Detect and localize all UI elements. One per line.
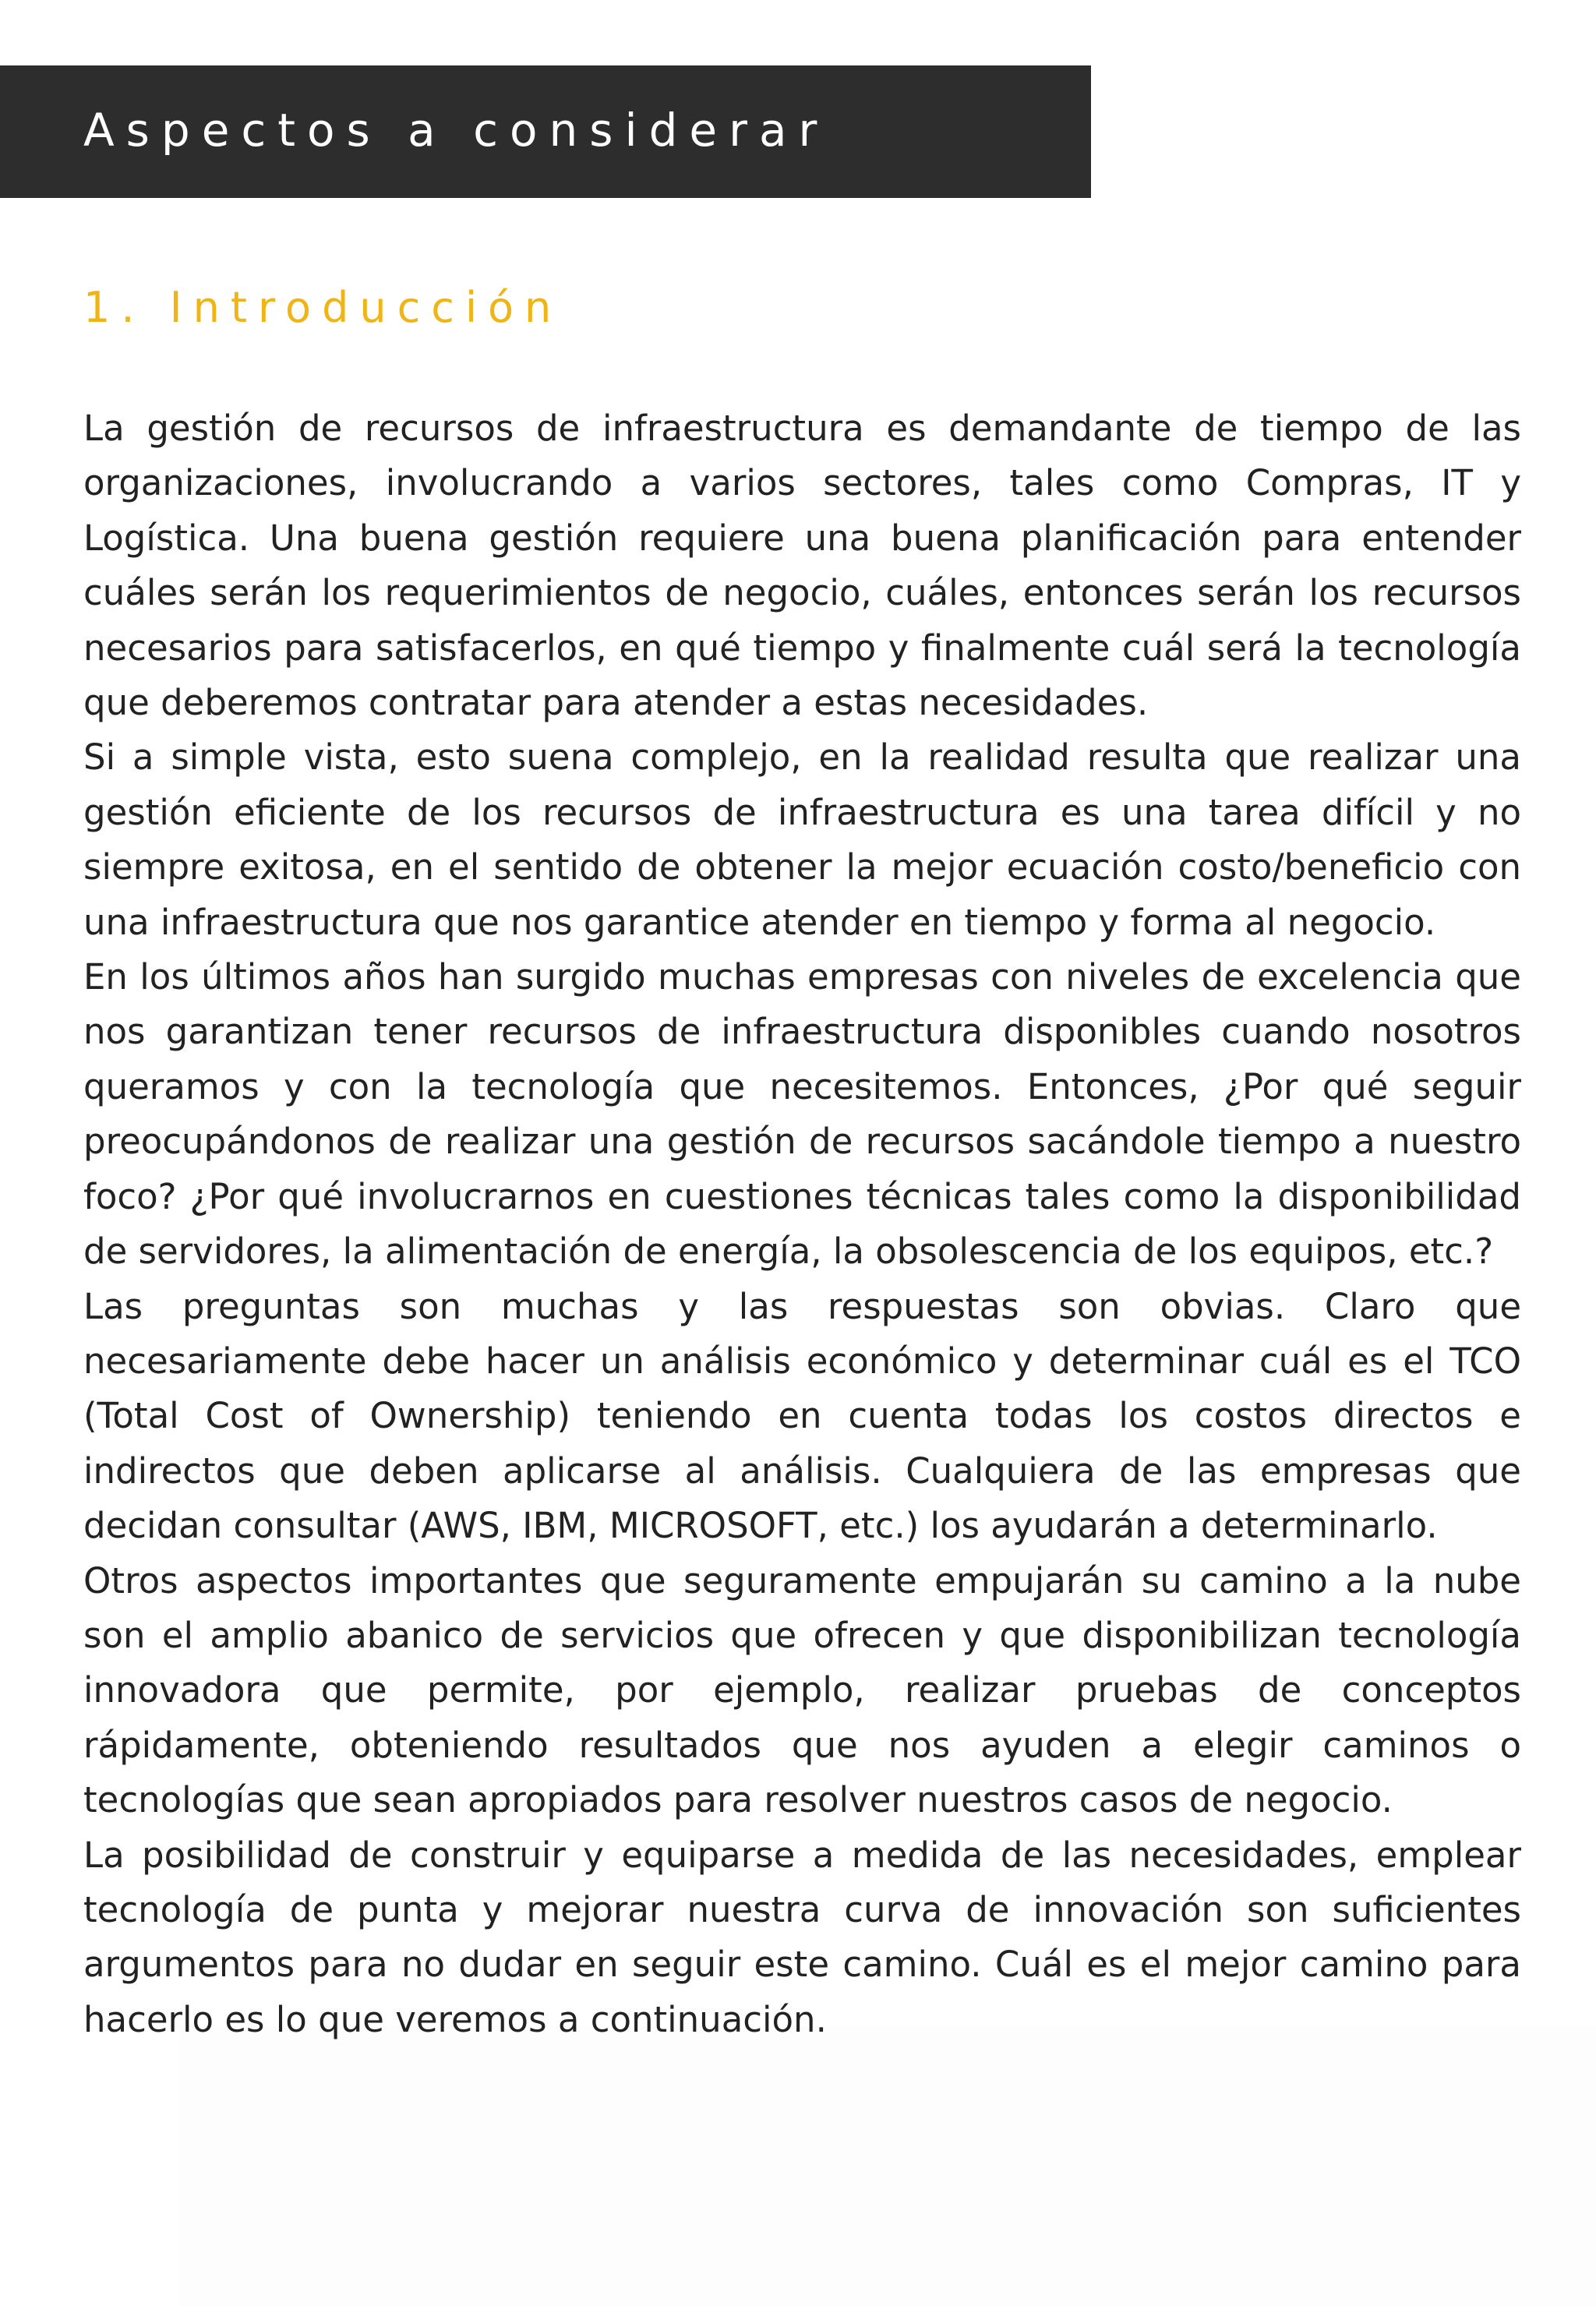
page-background	[179, 2026, 1596, 2306]
section-heading: 1. Introducción	[83, 283, 563, 332]
paragraph: En los últimos años han surgido muchas empresas con niveles de excelencia que nos garantizan tener recursos de infraestructura disponibles cuando nosotros queramos y con la tecnología que necesitemos. Entonces, ¿Por qué seguir preocupándonos de realizar una gestión de recursos sacándole tiempo a nuestro foco? ¿Por qué involucrarnos en cuestiones técnicas tales como la disponibilidad de servidores, la alimentación de energía, la obsolescencia de los equipos, etc.?	[83, 956, 1521, 1273]
page-title: Aspectos a considerar	[83, 104, 829, 157]
paragraph: Si a simple vista, esto suena complejo, en la realidad resulta que realizar una gestión eficiente de los recursos de infraestructura es una tarea difícil y no siempre exitosa, en el sentido de obtener la mejor ecuación costo/beneficio con una infraestructura que nos garantice atender en tiempo y forma al negocio.	[83, 736, 1521, 943]
header-band	[0, 65, 1091, 198]
paragraph: La posibilidad de construir y equiparse a medida de las necesidades, emplear tecnología de punta y mejorar nuestra curva de innovación son suficientes argumentos para no dudar en seguir este camino. Cuál es el mejor camino para hacerlo es lo que veremos a continuación.	[83, 1834, 1521, 2040]
paragraph: La gestión de recursos de infraestructura es demandante de tiempo de las organizaciones, involucrando a varios sectores, tales como Compras, IT y Logística. Una buena gestión requiere una buena planificación para entender cuáles serán los requerimientos de negocio, cuáles, entonces serán los recursos necesarios para satisfacerlos, en qué tiempo y finalmente cuál será la tecnología que deberemos contratar para atender a estas necesidades.	[83, 408, 1521, 724]
paragraph: Otros aspectos importantes que seguramente empujarán su camino a la nube son el amplio abanico de servicios que ofrecen y que disponibilizan tecnología innovadora que permite, por ejemplo, realizar pruebas de conceptos rápidamente, obteniendo resultados que nos ayuden a elegir caminos o tecnologías que sean apropiados para resolver nuestros casos de negocio.	[83, 1559, 1521, 1821]
body-text	[83, 401, 1521, 2047]
paragraph: Las preguntas son muchas y las respuestas son obvias. Claro que necesariamente debe hacer un análisis económico y determinar cuál es el TCO (Total Cost of Ownership) teniendo en cuenta todas los costos directos e indirectos que deben aplicarse al análisis. Cualquiera de las empresas que decidan consultar (AWS, IBM, MICROSOFT, etc.) los ayudarán a determinarlo.	[83, 1285, 1521, 1547]
